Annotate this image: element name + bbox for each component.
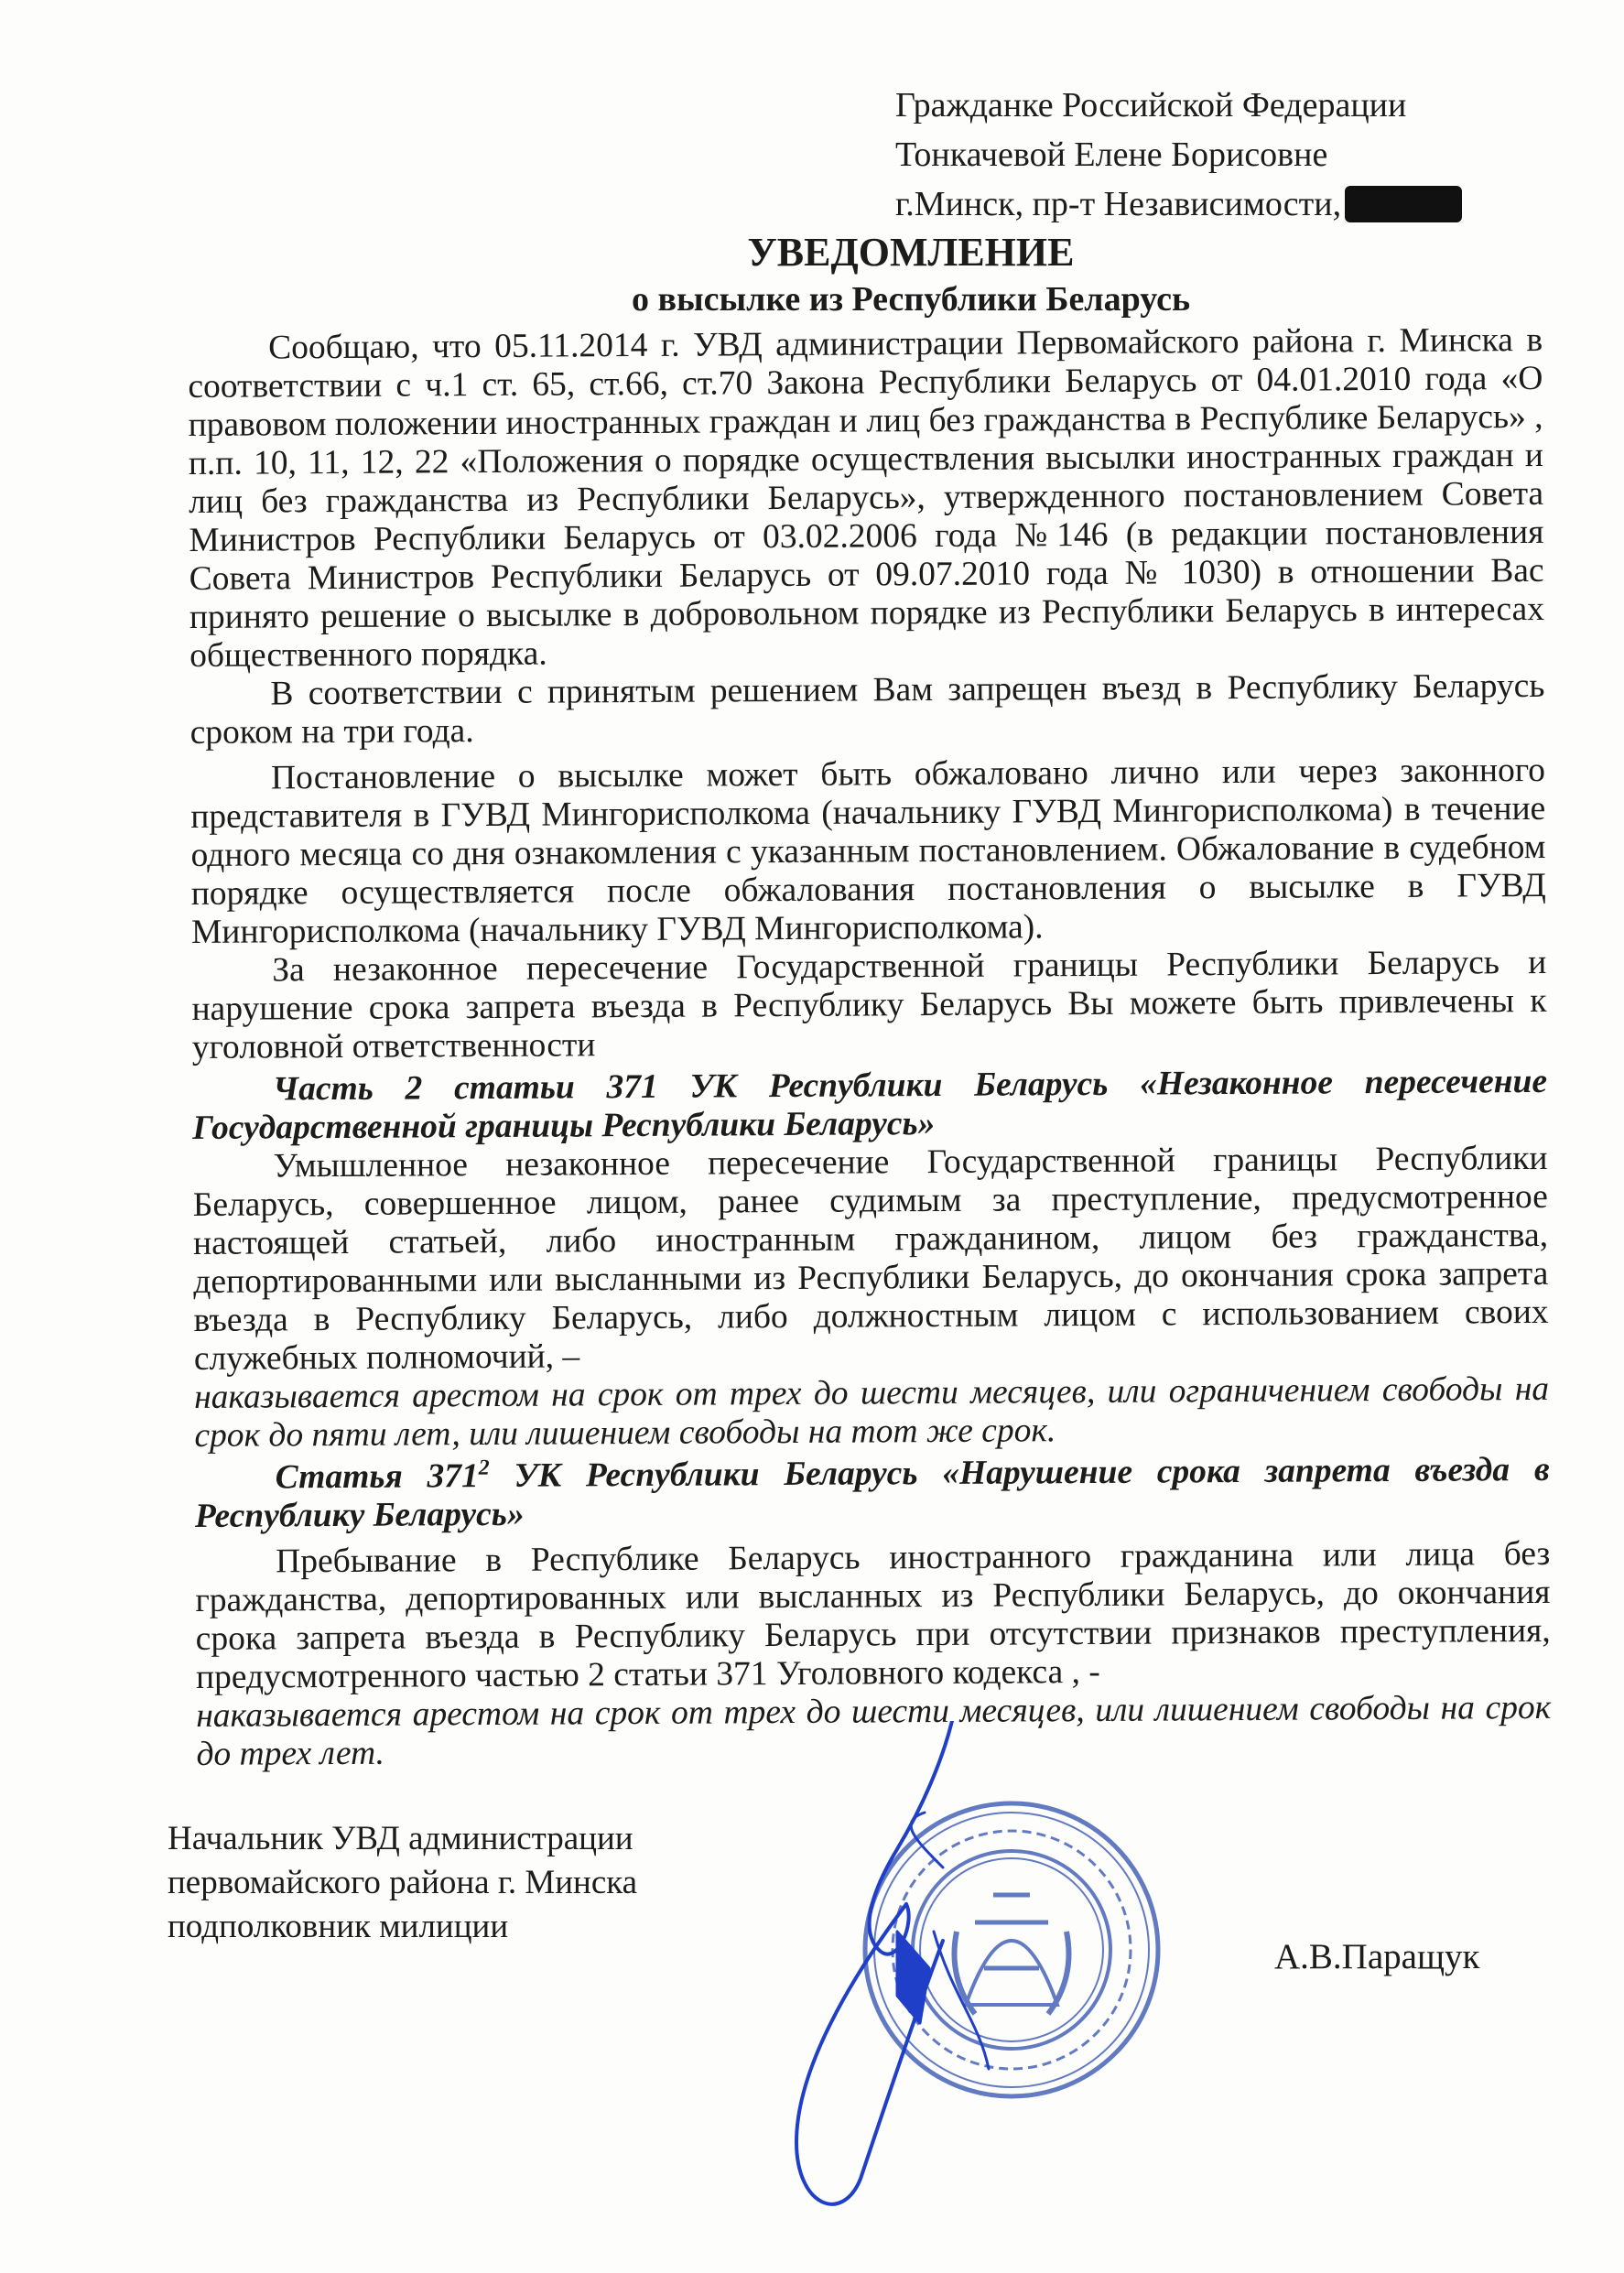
- paragraph-article-371-2: Пребывание в Республике Беларусь иностранного гражданина или лица без гражданства, депортированных или высланных из Республики Беларусь, до окончания срока запрета въезда в Республику Беларусь при отсутствии признаков преступления, предусмотренного частью 2 статьи 371 Уголовного кодекса , -: [195, 1534, 1551, 1696]
- document-title: УВЕДОМЛЕНИЕ: [747, 230, 1075, 275]
- penalty-article-371-2: наказывается арестом на срок от трех до шести месяцев, или лишением свободы на срок до трех лет.: [196, 1688, 1552, 1773]
- addressee-block: [895, 81, 1462, 229]
- heading-article-371-2-b: УК Республики Беларусь «Нарушение срока запрета въезда в Республику Беларусь»: [194, 1450, 1550, 1535]
- signatory-name: А.В.Паращук: [1274, 1937, 1480, 1976]
- signatory-department: первомайского района г. Минска: [168, 1864, 638, 1901]
- signature-icon: [760, 1721, 1144, 2234]
- paragraph-article-371: Умышленное незаконное пересечение Государственной границы Республики Беларусь, совершенное лицом, ранее судимым за преступление, предусмотренное настоящей статьей, либо иностранным гражданином, лицом без гражданства, депортированными или высланными из Республики Беларусь, до окончания срока запрета въезда в Республику Беларусь, либо должностным лицом с использованием своих служебных полномочий, –: [192, 1139, 1549, 1378]
- paragraph-liability: За незаконное пересечение Государственной границы Республики Беларусь и нарушение срока запрета въезда в Республику Беларусь Вы можете быть привлечены к уголовной ответственности: [191, 943, 1547, 1066]
- heading-article-371-2: [195, 1451, 1550, 1536]
- redaction-mark: [1345, 186, 1462, 222]
- signatory-rank: подполковник милиции: [168, 1908, 509, 1945]
- signatory-position: Начальник УВД администрации: [168, 1820, 633, 1857]
- paragraph-decision: Сообщаю, что 05.11.2014 г. УВД администрации Первомайского района г. Минска в соответствии с ч.1 ст. 65, ст.66, ст.70 Закона Республики Беларусь от 04.01.2010 года «О правовом положении иностранных граждан и лиц без гражданства в Республике Беларусь» , п.п. 10, 11, 12, 22 «Положения о порядке осуществления высылки иностранных граждан и лиц без гражданства из Республики Беларусь», утвержденного постановлением Совета Министров Республики Беларусь от 03.02.2006 года №146 (в редакции постановления Совета Министров Республики Беларусь от 09.07.2010 года № 1030) в отношении Вас принято решение о высылке в добровольном порядке из Республики Беларусь в интересах общественного порядка.: [188, 320, 1545, 675]
- addressee-name: Тонкачевой Елене Борисовне: [895, 135, 1328, 174]
- document-body: [188, 321, 1552, 1774]
- heading-article-371-2-a: Статья 371: [275, 1457, 479, 1497]
- heading-article-371: Часть 2 статьи 371 УК Республики Беларусь «Незаконное пересечение Государственной границы Республики Беларусь»: [192, 1062, 1548, 1147]
- signatory-block: [168, 1817, 637, 1949]
- penalty-article-371: наказывается арестом на срок от трех до шести месяцев, или ограничением свободы на срок до пяти лет, или лишением свободы на тот же срок.: [194, 1369, 1550, 1455]
- addressee-citizenship: Гражданке Российской Федерации: [895, 86, 1407, 124]
- document-subtitle: о высылке из Республики Беларусь: [631, 280, 1191, 319]
- addressee-address-text: г.Минск, пр-т Независимости,: [895, 185, 1342, 223]
- paragraph-entry-ban: В соответствии с принятым решением Вам запрещен въезд в Республику Беларусь сроком на три года.: [189, 666, 1545, 752]
- heading-superscript: 2: [478, 1456, 490, 1480]
- addressee-address: [895, 179, 1462, 229]
- paragraph-appeal: Постановление о высылке может быть обжаловано лично или через законного представителя в ГУВД Мингорисполкома (начальнику ГУВД Мингорисполкома) в течение одного месяца со дня ознакомления с указанным постановлением. Обжалование в судебном порядке осуществляется после обжалования постановления о высылке в ГУВД Мингорисполкома (начальнику ГУВД Мингорисполкома).: [190, 751, 1546, 951]
